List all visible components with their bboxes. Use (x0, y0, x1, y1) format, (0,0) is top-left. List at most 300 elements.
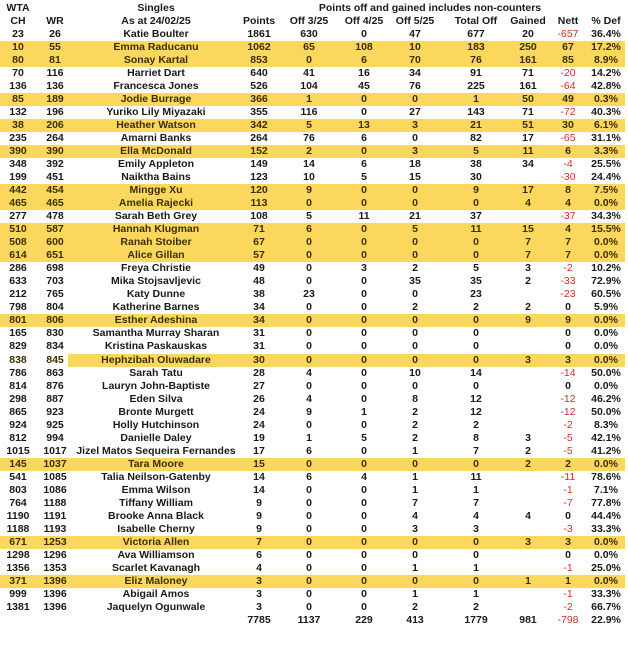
table-row (0, 445, 628, 458)
cell-total-off: 0 (473, 340, 479, 353)
cell-total-off: 5 (473, 145, 479, 158)
cell-total-off: 143 (467, 106, 485, 119)
cell-ch: 1381 (6, 600, 30, 613)
cell-points: 19 (253, 431, 265, 444)
cell-name: Sarah Tatu (129, 366, 183, 379)
cell-pct-def: 8.3% (594, 418, 618, 431)
cell-off5: 18 (409, 158, 421, 171)
table-row (0, 601, 628, 614)
cell-wr: 830 (46, 327, 64, 340)
cell-pct-def: 40.3% (591, 106, 621, 119)
cell-points: 9 (256, 496, 262, 509)
cell-wr: 1193 (43, 522, 67, 535)
cell-gained: 2 (525, 301, 531, 314)
header-row-2 (0, 15, 628, 28)
cell-wr: 994 (46, 431, 64, 444)
cell-off5: 5 (412, 223, 418, 236)
cell-name: Emma Raducanu (113, 41, 199, 54)
cell-pct-def: 17.2% (591, 41, 621, 54)
cell-name: Abigail Amos (122, 587, 190, 600)
cell-nett: 30 (562, 119, 574, 132)
table-row (0, 210, 628, 223)
cell-wr: 264 (46, 132, 64, 145)
cell-wr: 587 (46, 223, 64, 236)
table-row (0, 419, 628, 432)
cell-nett: -2 (563, 600, 573, 613)
cell-wr: 451 (46, 171, 64, 184)
cell-name: Amarni Banks (120, 132, 192, 145)
cell-wr: 1253 (43, 535, 67, 548)
cell-points: 1062 (247, 41, 271, 54)
cell-wr: 863 (46, 366, 64, 379)
cell-total-off: 21 (470, 119, 482, 132)
cell-off5: 2 (412, 418, 418, 431)
cell-total-off: 0 (473, 249, 479, 262)
cell-nett: -33 (560, 275, 576, 288)
cell-name: Sarah Beth Grey (114, 210, 198, 223)
cell-total-off: 2 (473, 600, 479, 613)
cell-name: Alice Gillan (127, 249, 185, 262)
table-row (0, 354, 628, 367)
cell-nett: 0 (565, 301, 571, 314)
cell-ch: 814 (9, 379, 27, 392)
cell-name: Danielle Daley (120, 431, 192, 444)
cell-gained (506, 601, 550, 614)
cell-pct-def: 77.8% (591, 496, 621, 509)
cell-pct-def: 5.9% (594, 301, 618, 314)
header-off5: Off 5/25 (395, 15, 435, 27)
cell-pct-def: 33.3% (591, 522, 621, 535)
table-row (0, 497, 628, 510)
cell-wr: 845 (46, 353, 64, 366)
cell-ch: 348 (9, 158, 27, 171)
total-pct-def: 22.9% (591, 613, 621, 626)
cell-nett: -657 (557, 28, 579, 40)
cell-ch: 85 (12, 93, 24, 106)
cell-pct-def: 36.4% (591, 28, 621, 40)
cell-wr: 1191 (43, 509, 67, 522)
cell-ch: 286 (9, 262, 27, 275)
cell-points: 49 (253, 262, 265, 275)
cell-pct-def: 0.0% (594, 236, 618, 249)
cell-gained: 11 (522, 145, 534, 158)
cell-points: 7 (256, 535, 262, 548)
cell-off5: 0 (412, 314, 418, 327)
table-row (0, 158, 628, 171)
cell-total-off: 225 (467, 80, 485, 93)
cell-off5: 1 (412, 444, 418, 457)
cell-off5: 0 (412, 236, 418, 249)
table-row (0, 340, 628, 353)
cell-total-off: 7 (473, 496, 479, 509)
cell-off4: 0 (361, 548, 367, 561)
cell-wr: 698 (46, 262, 64, 275)
cell-off4: 1 (361, 405, 367, 418)
cell-points: 67 (253, 236, 265, 249)
cell-off5: 47 (409, 28, 421, 40)
header-row-1 (0, 2, 628, 15)
cell-off3: 0 (306, 262, 312, 275)
cell-off5: 2 (412, 405, 418, 418)
cell-ch: 812 (9, 431, 27, 444)
table-row (0, 262, 628, 275)
table-row (0, 471, 628, 484)
cell-wr: 923 (46, 405, 64, 418)
cell-nett: 7 (565, 249, 571, 262)
cell-ch: 541 (9, 470, 27, 483)
total-off4: 229 (355, 613, 373, 626)
cell-points: 113 (250, 197, 268, 210)
cell-wr: 1353 (43, 561, 67, 574)
cell-ch: 136 (9, 80, 27, 93)
cell-off3: 0 (306, 496, 312, 509)
cell-pct-def: 41.2% (591, 444, 621, 457)
cell-wr: 1296 (43, 548, 67, 561)
cell-ch: 70 (12, 67, 24, 80)
cell-off3: 0 (306, 561, 312, 574)
cell-gained: 7 (525, 249, 531, 262)
cell-off4: 0 (361, 223, 367, 236)
cell-gained (506, 549, 550, 562)
cell-name: Mingge Xu (129, 184, 183, 197)
cell-nett: -12 (560, 405, 576, 418)
cell-nett: -11 (560, 470, 576, 483)
cell-points: 57 (253, 249, 265, 262)
table-row (0, 327, 628, 340)
cell-ch: 1298 (6, 548, 30, 561)
cell-off4: 0 (361, 366, 367, 379)
cell-off5: 0 (412, 327, 418, 340)
cell-off5: 0 (412, 353, 418, 366)
cell-gained (506, 393, 550, 406)
cell-ch: 23 (12, 28, 24, 40)
cell-total-off: 11 (470, 223, 482, 236)
cell-pct-def: 50.0% (591, 366, 621, 379)
cell-name: Harriet Dart (127, 67, 185, 80)
cell-ch: 1188 (6, 522, 30, 535)
cell-nett: 9 (565, 314, 571, 327)
table-row (0, 67, 628, 80)
cell-gained (506, 210, 550, 223)
cell-off3: 0 (306, 340, 312, 353)
cell-points: 14 (253, 470, 265, 483)
cell-off5: 0 (412, 288, 418, 301)
cell-off3: 65 (303, 41, 315, 54)
cell-off4: 108 (355, 41, 373, 54)
cell-gained: 161 (519, 80, 537, 93)
cell-pct-def: 0.0% (594, 197, 618, 210)
cell-ch: 212 (9, 288, 27, 301)
cell-name: Eden Silva (129, 392, 183, 405)
cell-gained: 51 (522, 119, 534, 132)
cell-ch: 614 (9, 249, 27, 262)
cell-wr: 1017 (43, 444, 67, 457)
cell-pct-def: 10.2% (591, 262, 621, 275)
cell-total-off: 35 (470, 275, 482, 288)
table-row (0, 510, 628, 523)
cell-nett: 67 (562, 41, 574, 54)
cell-ch: 786 (9, 366, 27, 379)
cell-gained: 20 (522, 28, 534, 40)
cell-off3: 41 (303, 67, 315, 80)
table-row (0, 184, 628, 197)
cell-ch: 764 (9, 496, 27, 509)
table-row (0, 249, 628, 262)
table-row (0, 223, 628, 236)
header-nett: Nett (557, 15, 579, 27)
cell-points: 526 (250, 80, 268, 93)
cell-name: Naiktha Bains (121, 171, 191, 184)
cell-total-off: 12 (470, 392, 482, 405)
cell-name: Heather Watson (116, 119, 196, 132)
cell-off4: 0 (361, 483, 367, 496)
cell-ch: 999 (9, 587, 27, 600)
cell-nett: 8 (565, 184, 571, 197)
cell-gained: 17 (522, 132, 534, 145)
cell-off3: 0 (306, 379, 312, 392)
cell-gained (506, 523, 550, 536)
cell-nett: 4 (565, 197, 571, 210)
cell-total-off: 1 (473, 587, 479, 600)
cell-pct-def: 14.2% (591, 67, 621, 80)
cell-pct-def: 6.1% (594, 119, 618, 132)
cell-off3: 0 (306, 54, 312, 67)
table-row (0, 575, 628, 588)
cell-ch: 38 (12, 119, 24, 132)
cell-points: 9 (256, 522, 262, 535)
cell-points: 30 (253, 353, 265, 366)
cell-off4: 0 (361, 275, 367, 288)
cell-total-off: 0 (473, 314, 479, 327)
cell-name: Francesca Jones (113, 80, 199, 93)
cell-off4: 0 (361, 106, 367, 119)
cell-off4: 0 (361, 353, 367, 366)
cell-wr: 26 (49, 28, 61, 40)
cell-off5: 10 (409, 41, 421, 54)
cell-nett: 6 (565, 145, 571, 158)
cell-name: Bronte Murgett (118, 405, 194, 418)
cell-gained: 9 (525, 314, 531, 327)
cell-points: 48 (253, 275, 265, 288)
cell-off4: 3 (361, 262, 367, 275)
cell-pct-def: 50.0% (591, 405, 621, 418)
cell-nett: 3 (565, 535, 571, 548)
cell-off3: 0 (306, 483, 312, 496)
cell-off5: 0 (412, 535, 418, 548)
cell-total-off: 11 (470, 470, 482, 483)
cell-points: 34 (253, 314, 265, 327)
cell-pct-def: 0.0% (594, 353, 618, 366)
cell-name: Jizel Matos Sequeira Fernandes (76, 444, 236, 457)
cell-nett: 7 (565, 236, 571, 249)
cell-total-off: 37 (470, 210, 482, 223)
cell-total-off: 3 (473, 522, 479, 535)
cell-total-off: 0 (473, 197, 479, 210)
total-total-off: 1779 (464, 613, 488, 626)
cell-total-off: 0 (473, 327, 479, 340)
cell-points: 853 (250, 54, 268, 67)
cell-wr: 876 (46, 379, 64, 392)
cell-ch: 277 (9, 210, 27, 223)
cell-wr: 390 (46, 145, 64, 158)
cell-ch: 838 (9, 353, 27, 366)
cell-off4: 6 (361, 54, 367, 67)
cell-off3: 0 (306, 535, 312, 548)
cell-ch: 132 (9, 106, 27, 119)
cell-name: Samantha Murray Sharan (92, 327, 220, 340)
cell-total-off: 0 (473, 574, 479, 587)
cell-gained (506, 327, 550, 340)
cell-ch: 924 (9, 418, 27, 431)
cell-pct-def: 0.3% (594, 93, 618, 106)
cell-gained: 3 (525, 431, 531, 444)
cell-gained: 3 (525, 353, 531, 366)
cell-ch: 1190 (6, 509, 30, 522)
cell-nett: 1 (565, 574, 571, 587)
cell-off3: 6 (306, 470, 312, 483)
cell-name: Holly Hutchinson (112, 418, 200, 431)
cell-name: Lauryn John-Baptiste (102, 379, 210, 392)
cell-nett: -65 (560, 132, 576, 145)
header-total-off: Total Off (454, 15, 498, 27)
cell-gained (506, 588, 550, 601)
cell-off5: 7 (412, 496, 418, 509)
cell-name: Tara Moore (128, 457, 184, 470)
table-row (0, 288, 628, 301)
cell-gained: 4 (525, 509, 531, 522)
cell-wr: 834 (46, 340, 64, 353)
cell-off4: 0 (361, 184, 367, 197)
cell-off3: 5 (306, 119, 312, 132)
cell-total-off: 0 (473, 353, 479, 366)
cell-nett: -2 (563, 418, 573, 431)
cell-wr: 887 (46, 392, 64, 405)
cell-nett: -20 (560, 67, 576, 80)
cell-ch: 865 (9, 405, 27, 418)
cell-gained: 3 (525, 262, 531, 275)
cell-off3: 0 (306, 197, 312, 210)
cell-off4: 0 (361, 28, 367, 40)
cell-points: 3 (256, 600, 262, 613)
cell-off4: 0 (361, 587, 367, 600)
cell-off5: 2 (412, 600, 418, 613)
total-off5: 413 (406, 613, 424, 626)
cell-pct-def: 60.5% (591, 288, 621, 301)
cell-gained (506, 562, 550, 575)
total-off3: 1137 (297, 613, 321, 626)
cell-nett: 3 (565, 353, 571, 366)
cell-name: Yuriko Lily Miyazaki (106, 106, 206, 119)
cell-nett: -30 (560, 171, 576, 184)
cell-points: 26 (253, 392, 265, 405)
cell-off4: 0 (361, 197, 367, 210)
cell-total-off: 4 (473, 509, 479, 522)
table-row (0, 380, 628, 393)
cell-off4: 0 (361, 561, 367, 574)
cell-off5: 0 (412, 249, 418, 262)
header-gained: Gained (510, 15, 546, 27)
cell-total-off: 2 (473, 418, 479, 431)
cell-total-off: 9 (473, 184, 479, 197)
cell-wr: 806 (46, 314, 64, 327)
cell-ch: 829 (9, 340, 27, 353)
table-row (0, 54, 628, 67)
cell-nett: 0 (565, 340, 571, 353)
cell-gained: 250 (519, 41, 537, 54)
cell-total-off: 82 (470, 132, 482, 145)
cell-off4: 16 (358, 67, 370, 80)
cell-off4: 0 (361, 145, 367, 158)
cell-pct-def: 78.6% (591, 470, 621, 483)
cell-off5: 2 (412, 262, 418, 275)
cell-pct-def: 66.7% (591, 600, 621, 613)
cell-total-off: 0 (473, 535, 479, 548)
cell-total-off: 91 (470, 67, 482, 80)
cell-pct-def: 31.1% (591, 132, 621, 145)
cell-points: 123 (250, 171, 268, 184)
cell-off4: 0 (361, 509, 367, 522)
cell-wr: 804 (46, 301, 64, 314)
cell-points: 3 (256, 587, 262, 600)
cell-total-off: 30 (470, 171, 482, 184)
cell-pct-def: 7.5% (594, 184, 618, 197)
cell-nett: 0 (565, 327, 571, 340)
cell-name: Esther Adeshina (114, 314, 198, 327)
cell-off3: 9 (306, 184, 312, 197)
table-row (0, 80, 628, 93)
cell-ch: 235 (9, 132, 27, 145)
cell-off3: 1 (306, 93, 312, 106)
cell-gained: 4 (525, 197, 531, 210)
cell-gained: 15 (522, 223, 534, 236)
cell-points: 355 (250, 106, 268, 119)
cell-pct-def: 34.3% (591, 210, 621, 223)
cell-points: 366 (250, 93, 268, 106)
cell-wr: 600 (46, 236, 64, 249)
table-row (0, 393, 628, 406)
cell-pct-def: 46.2% (591, 392, 621, 405)
cell-points: 640 (250, 67, 268, 80)
cell-points: 24 (253, 418, 265, 431)
cell-off4: 0 (361, 314, 367, 327)
cell-gained: 34 (522, 158, 534, 171)
cell-nett: -64 (560, 80, 576, 93)
cell-wr: 1086 (43, 483, 67, 496)
cell-wr: 478 (46, 210, 64, 223)
cell-off4: 6 (361, 158, 367, 171)
cell-pct-def: 0.0% (594, 379, 618, 392)
cell-name: Hephzibah Oluwadare (101, 353, 211, 366)
cell-wr: 651 (46, 249, 64, 262)
cell-name: Amelia Rajecki (118, 197, 194, 210)
cell-name: Emily Appleton (117, 158, 195, 171)
cell-total-off: 14 (470, 366, 482, 379)
table-row (0, 301, 628, 314)
cell-off5: 0 (412, 93, 418, 106)
cell-gained (506, 288, 550, 301)
cell-off3: 0 (306, 574, 312, 587)
cell-off3: 0 (306, 548, 312, 561)
table-row (0, 314, 628, 327)
cell-off5: 4 (412, 509, 418, 522)
cell-pct-def: 0.0% (594, 327, 618, 340)
cell-off3: 116 (300, 106, 318, 119)
cell-wr: 189 (46, 93, 64, 106)
cell-name: Ranah Stoiber (120, 236, 192, 249)
cell-off3: 23 (303, 288, 315, 301)
cell-nett: -1 (563, 483, 573, 496)
cell-nett: -14 (560, 366, 576, 379)
